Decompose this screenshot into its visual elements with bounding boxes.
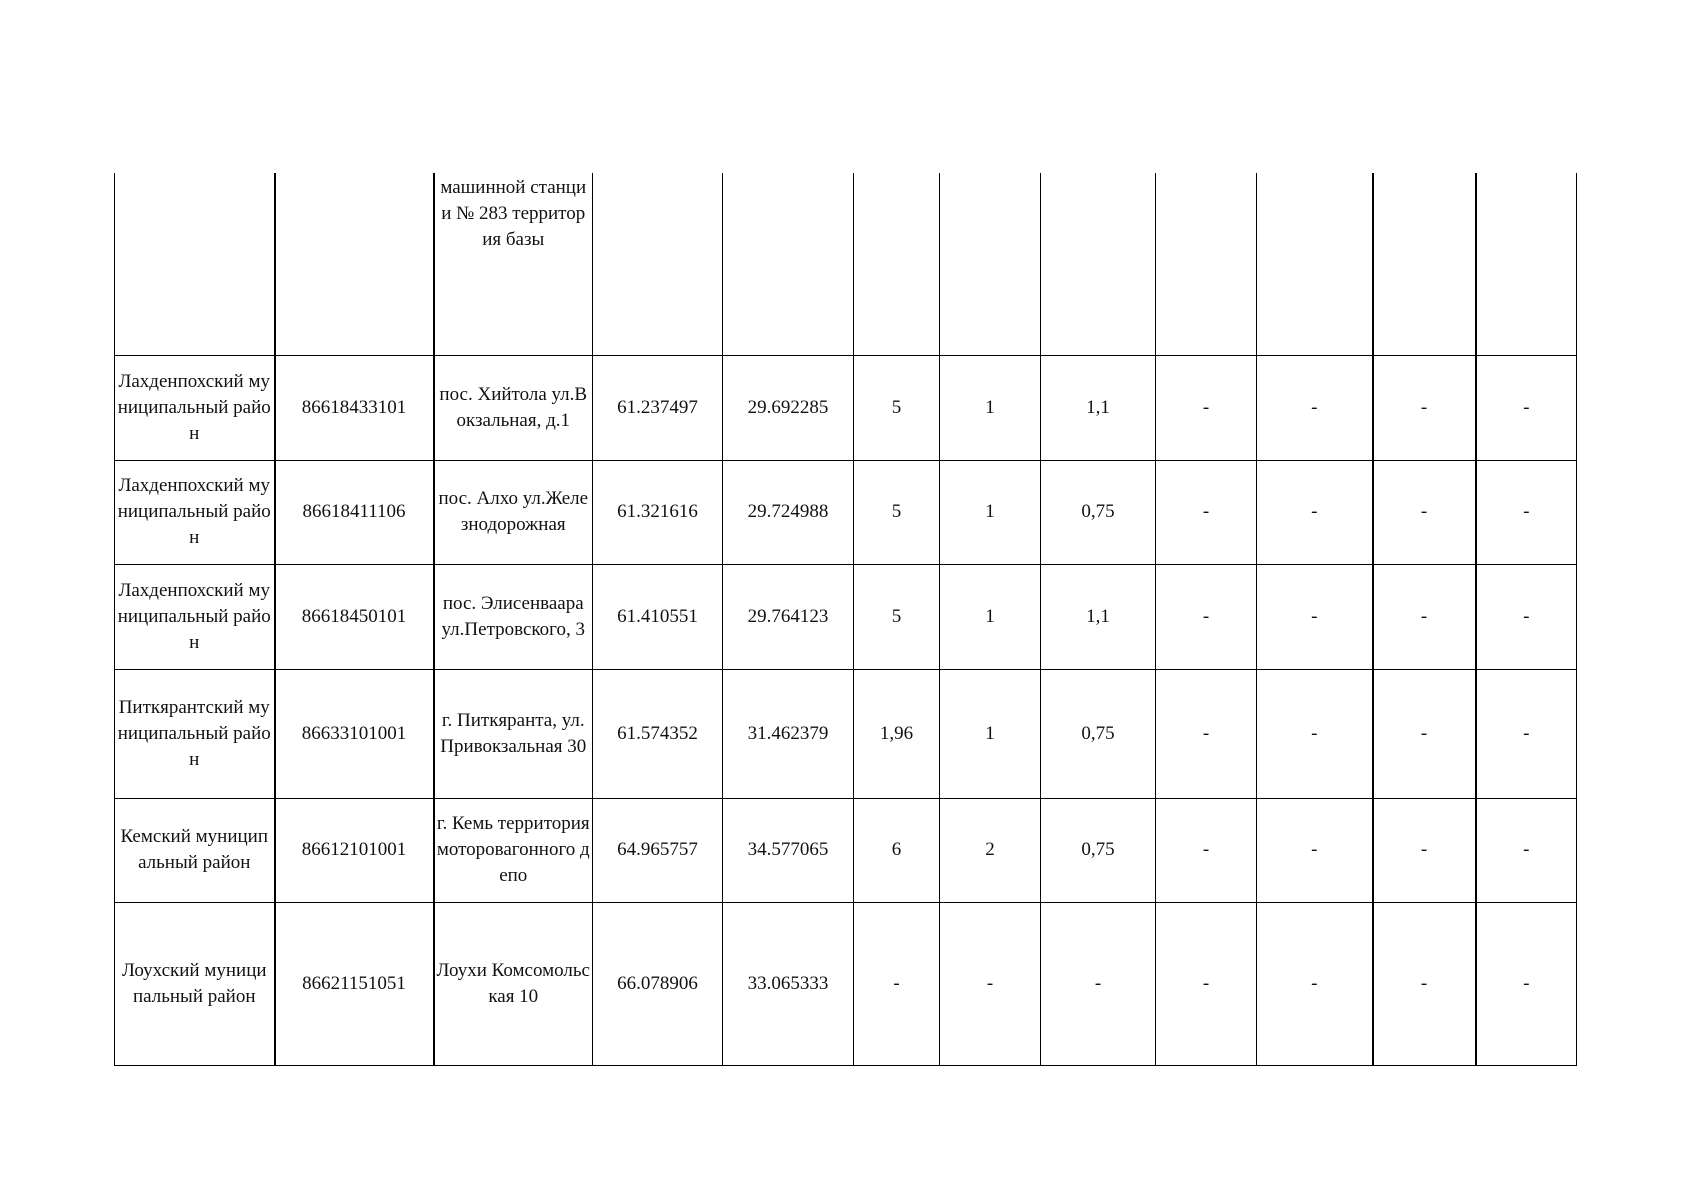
value-cell: 1,1: [1041, 564, 1156, 669]
value-cell: -: [1373, 798, 1476, 902]
data-table: [114, 173, 1577, 1066]
longitude-cell: 29.724988: [723, 460, 854, 564]
value-cell: [1373, 173, 1476, 355]
code-cell: 86618433101: [275, 355, 434, 460]
value-cell: 1,1: [1041, 355, 1156, 460]
value-cell: -: [940, 902, 1041, 1065]
value-cell: 6: [854, 798, 940, 902]
code-cell: 86633101001: [275, 669, 434, 798]
value-cell: -: [1156, 564, 1257, 669]
value-cell: [1041, 173, 1156, 355]
code-cell: 86618450101: [275, 564, 434, 669]
value-cell: -: [1156, 902, 1257, 1065]
value-cell: -: [1257, 564, 1373, 669]
value-cell: -: [1041, 902, 1156, 1065]
value-cell: -: [1476, 902, 1577, 1065]
table-row: [115, 564, 1577, 669]
table-row-continuation: [115, 173, 1577, 355]
value-cell: -: [1257, 669, 1373, 798]
value-cell: -: [1156, 798, 1257, 902]
district-cell: Лоухский муниципальный район: [115, 902, 275, 1065]
value-cell: -: [1373, 902, 1476, 1065]
value-cell: -: [1257, 798, 1373, 902]
table-row: [115, 798, 1577, 902]
address-cell: пос. Элисенваара ул.Петровского, 3: [434, 564, 593, 669]
code-cell: [275, 173, 434, 355]
value-cell: [1257, 173, 1373, 355]
value-cell: -: [1476, 564, 1577, 669]
value-cell: 1: [940, 669, 1041, 798]
code-cell: 86618411106: [275, 460, 434, 564]
longitude-cell: 29.692285: [723, 355, 854, 460]
table-row: [115, 460, 1577, 564]
value-cell: -: [1476, 798, 1577, 902]
value-cell: 2: [940, 798, 1041, 902]
latitude-cell: 61.237497: [593, 355, 723, 460]
value-cell: -: [854, 902, 940, 1065]
value-cell: -: [1257, 355, 1373, 460]
address-cell: г. Питкяранта, ул. Привокзальная 30: [434, 669, 593, 798]
value-cell: -: [1373, 564, 1476, 669]
value-cell: [1156, 173, 1257, 355]
address-cell: пос. Хийтола ул.Вокзальная, д.1: [434, 355, 593, 460]
latitude-cell: 61.410551: [593, 564, 723, 669]
district-cell: Кемский муниципальный район: [115, 798, 275, 902]
value-cell: -: [1476, 460, 1577, 564]
value-cell: 0,75: [1041, 460, 1156, 564]
value-cell: [1476, 173, 1577, 355]
latitude-cell: 64.965757: [593, 798, 723, 902]
code-cell: 86612101001: [275, 798, 434, 902]
value-cell: -: [1156, 669, 1257, 798]
address-cell: машинной станции № 283 территория базы: [434, 173, 593, 355]
value-cell: -: [1476, 669, 1577, 798]
value-cell: -: [1257, 460, 1373, 564]
table-row: [115, 669, 1577, 798]
value-cell: -: [1373, 460, 1476, 564]
value-cell: 0,75: [1041, 669, 1156, 798]
value-cell: -: [1373, 669, 1476, 798]
district-cell: Лахденпохский муниципальный район: [115, 564, 275, 669]
longitude-cell: [723, 173, 854, 355]
district-cell: Лахденпохский муниципальный район: [115, 460, 275, 564]
district-cell: Лахденпохский муниципальный район: [115, 355, 275, 460]
value-cell: -: [1156, 460, 1257, 564]
value-cell: -: [1257, 902, 1373, 1065]
value-cell: -: [1373, 355, 1476, 460]
latitude-cell: 61.574352: [593, 669, 723, 798]
latitude-cell: [593, 173, 723, 355]
code-cell: 86621151051: [275, 902, 434, 1065]
latitude-cell: 66.078906: [593, 902, 723, 1065]
value-cell: 5: [854, 564, 940, 669]
longitude-cell: 34.577065: [723, 798, 854, 902]
value-cell: 1: [940, 460, 1041, 564]
longitude-cell: 29.764123: [723, 564, 854, 669]
address-cell: пос. Алхо ул.Железнодорожная: [434, 460, 593, 564]
value-cell: -: [1476, 355, 1577, 460]
value-cell: 1: [940, 355, 1041, 460]
value-cell: 1,96: [854, 669, 940, 798]
district-cell: Питкярантский муниципальный район: [115, 669, 275, 798]
value-cell: 5: [854, 355, 940, 460]
address-cell: г. Кемь территория моторовагонного депо: [434, 798, 593, 902]
value-cell: 5: [854, 460, 940, 564]
value-cell: 0,75: [1041, 798, 1156, 902]
district-cell: [115, 173, 275, 355]
longitude-cell: 33.065333: [723, 902, 854, 1065]
value-cell: [940, 173, 1041, 355]
latitude-cell: 61.321616: [593, 460, 723, 564]
longitude-cell: 31.462379: [723, 669, 854, 798]
value-cell: [854, 173, 940, 355]
table-row: [115, 355, 1577, 460]
table-row: [115, 902, 1577, 1065]
value-cell: 1: [940, 564, 1041, 669]
value-cell: -: [1156, 355, 1257, 460]
address-cell: Лоухи Комсомольская 10: [434, 902, 593, 1065]
